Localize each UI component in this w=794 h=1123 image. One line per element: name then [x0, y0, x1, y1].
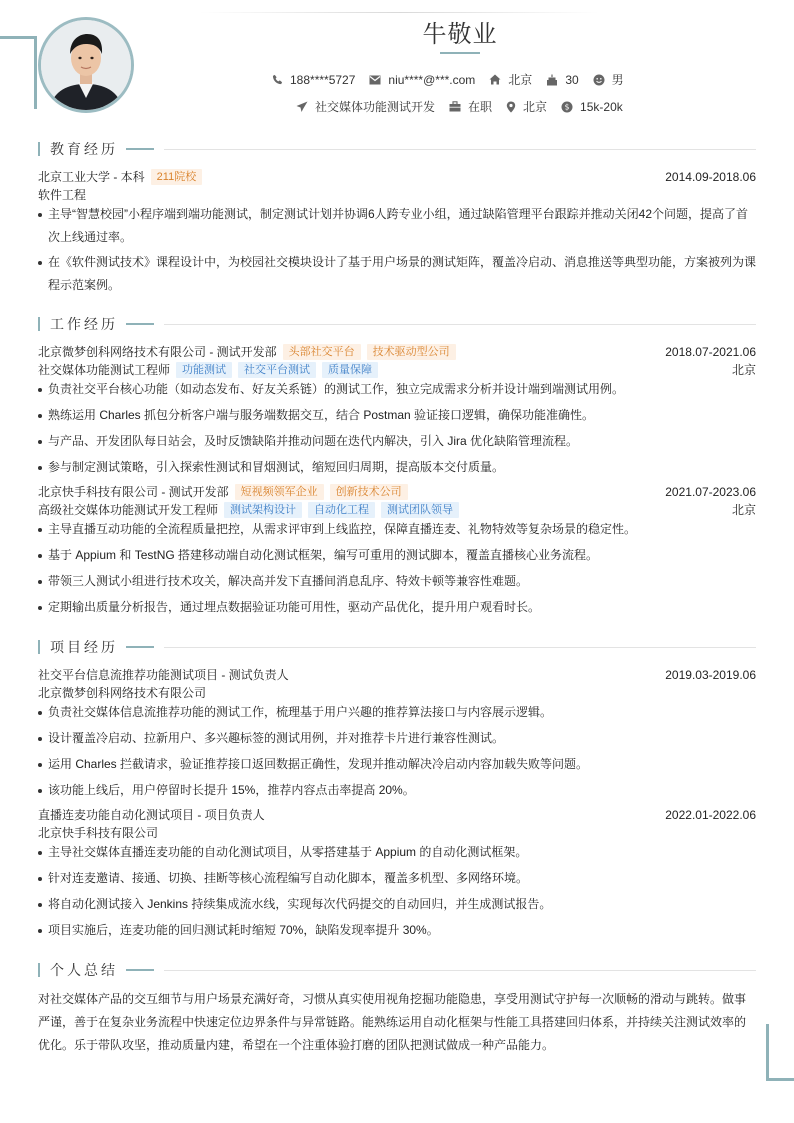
email-info — [369, 73, 475, 87]
list-item: 基于 Appium 和 TestNG 搭建移动端自动化测试框架，编写可重用的测试脚本，覆盖直播核心业务流程。 — [38, 544, 756, 567]
project-header — [38, 666, 756, 683]
role-tag: 社交平台测试 — [238, 362, 316, 378]
section-title-work: 工作经历 — [50, 316, 118, 332]
candidate-name: 牛敬业 — [422, 21, 498, 48]
cake-icon — [546, 74, 558, 86]
job-role: 社交媒体功能测试工程师 — [38, 363, 171, 377]
role-tag: 自动化工程 — [308, 502, 375, 518]
company-tag: 头部社交平台 — [283, 344, 361, 360]
mail-icon — [369, 75, 381, 85]
list-item: 负责社交平台核心功能（如动态发布、好友关系链）的测试工作，独立完成需求分析并设计端到端测试用例。 — [38, 378, 756, 401]
job-date: 2021.07-2023.06 — [665, 484, 756, 499]
list-item: 主导“智慧校园”小程序端到端功能测试，制定测试计划并协调6人跨专业小组，通过缺陷管理平台跟踪并推动关闭42个问题，提高了首次上线通过率。 — [38, 203, 756, 249]
section-education — [38, 140, 756, 158]
list-item: 熟练运用 Charles 抓包分析客户端与服务端数据交互，结合 Postman 验证接口逻辑，确保功能准确性。 — [38, 404, 756, 427]
job-role-row — [38, 501, 756, 518]
avatar — [38, 17, 134, 113]
list-item: 参与制定测试策略，引入探索性测试和冒烟测试，缩短回归周期，提高版本交付质量。 — [38, 456, 756, 479]
target-city: 北京 — [523, 100, 548, 114]
briefcase-icon — [449, 101, 461, 112]
list-item: 主导直播互动功能的全流程质量把控，从需求评审到上线监控，保障直播连麦、礼物特效等复杂场景的稳定性。 — [38, 518, 756, 541]
summary-text: 对社交媒体产品的交互细节与用户场景充满好奇，习惯从真实使用视角挖掘功能隐患，享受用测试守护每一次顺畅的滑动与跳转。做事严谨，善于在复杂业务流程中快速定位边界条件与异常链路。能熟练运用自动化框架与性能工具搭建回归体系，并持续关注测试效率的优化。乐于带队攻坚，推动质量内建，希望在一个注重体验打磨的团队把测试做成一种产品能力。 — [38, 992, 747, 1052]
education-header — [38, 168, 756, 185]
list-item: 将自动化测试接入 Jenkins 持续集成流水线，实现每次代码提交的自动回归，并生成测试报告。 — [38, 893, 756, 916]
list-item: 与产品、开发团队每日站会，及时反馈缺陷并推动问题在迭代内解决，引入 Jira 优化缺陷管理流程。 — [38, 430, 756, 453]
role-tag: 功能测试 — [176, 362, 232, 378]
project-header — [38, 806, 756, 823]
role-tag: 测试架构设计 — [224, 502, 302, 518]
job-target-info — [296, 98, 435, 115]
money-icon — [561, 101, 573, 113]
gender-info — [593, 71, 624, 88]
age: 30 — [565, 72, 579, 87]
school-tag: 211院校 — [151, 169, 203, 185]
job-city: 北京 — [731, 503, 756, 517]
phone-number: 188****5727 — [290, 72, 356, 87]
salary: 15k-20k — [580, 99, 623, 114]
corner-decoration-top-left — [0, 36, 37, 109]
list-item: 负责社交媒体信息流推荐功能的测试工作，梳理基于用户兴趣的推荐算法接口与内容展示逻辑。 — [38, 701, 756, 724]
project-name: 直播连麦功能自动化测试项目 - 项目负责人 — [38, 808, 265, 822]
section-projects — [38, 638, 756, 656]
job-intent-row — [296, 98, 637, 115]
job-header — [38, 343, 756, 360]
list-item: 针对连麦邀请、接通、切换、挂断等核心流程编写自动化脚本，覆盖多机型、多网络环境。 — [38, 867, 756, 890]
target-city-info — [506, 98, 547, 115]
role-tag: 质量保障 — [322, 362, 378, 378]
job-status-info — [449, 98, 492, 115]
education-date: 2014.09-2018.06 — [665, 169, 756, 184]
company-name: 北京微梦创科网络技术有限公司 - 测试开发部 — [38, 345, 277, 359]
section-title-education: 教育经历 — [50, 141, 118, 157]
project-org-row — [38, 684, 756, 701]
section-title-projects: 项目经历 — [50, 639, 118, 655]
company-name: 北京快手科技有限公司 - 测试开发部 — [38, 485, 229, 499]
name-underline — [440, 52, 480, 54]
section-title-summary: 个人总结 — [50, 962, 118, 978]
project-org-row — [38, 824, 756, 841]
company-tag: 创新技术公司 — [330, 484, 408, 500]
project-org: 北京微梦创科网络技术有限公司 — [38, 686, 207, 700]
education-major-row — [38, 186, 756, 203]
phone-info — [272, 73, 355, 87]
job-role-row — [38, 361, 756, 378]
list-item: 定期输出质量分析报告，通过埋点数据验证功能可用性，驱动产品优化，提升用户观看时长。 — [38, 596, 756, 619]
project-name: 社交平台信息流推荐功能测试项目 - 测试负责人 — [38, 668, 289, 682]
project-date: 2019.03-2019.06 — [665, 667, 756, 682]
project-date: 2022.01-2022.06 — [665, 807, 756, 822]
age-info — [546, 73, 578, 87]
list-item: 该功能上线后，用户停留时长提升 15%，推荐内容点击率提高 20%。 — [38, 779, 756, 802]
phone-icon — [272, 74, 283, 85]
list-item: 带领三人测试小组进行技术攻关，解决高并发下直播间消息乱序、特效卡顿等兼容性难题。 — [38, 570, 756, 593]
salary-info — [561, 100, 623, 114]
city-info — [489, 71, 532, 88]
email-address: niu****@***.com — [388, 72, 476, 87]
corner-decoration-bottom-right — [766, 1024, 794, 1081]
list-item: 主导社交媒体直播连麦功能的自动化测试项目，从零搭建基于 Appium 的自动化测试框架。 — [38, 841, 756, 864]
section-work — [38, 315, 756, 333]
city: 北京 — [508, 73, 533, 87]
job-date: 2018.07-2021.06 — [665, 344, 756, 359]
top-rule — [200, 12, 600, 13]
home-icon — [489, 74, 501, 85]
list-item: 设计覆盖冷启动、拉新用户、多兴趣标签的测试用例，并对推荐卡片进行兼容性测试。 — [38, 727, 756, 750]
job-role: 高级社交媒体功能测试开发工程师 — [38, 503, 219, 517]
project-org: 北京快手科技有限公司 — [38, 826, 159, 840]
gender: 男 — [611, 73, 624, 87]
send-icon — [296, 101, 308, 113]
school-name: 北京工业大学 - 本科 — [38, 170, 145, 184]
svg-text:$: $ — [564, 102, 570, 112]
section-summary — [38, 961, 756, 979]
major: 软件工程 — [38, 188, 87, 202]
job-status: 在职 — [468, 100, 493, 114]
list-item: 在《软件测试技术》课程设计中，为校园社交模块设计了基于用户场景的测试矩阵，覆盖冷启动、消息推送等典型功能，方案被列为课程示范案例。 — [38, 251, 756, 297]
job-target: 社交媒体功能测试开发 — [315, 100, 436, 114]
location-pin-icon — [506, 101, 516, 113]
role-tag: 测试团队领导 — [381, 502, 459, 518]
list-item: 运用 Charles 拦截请求，验证推荐接口返回数据正确性，发现并推动解决冷启动内容加载失败等问题。 — [38, 753, 756, 776]
list-item: 项目实施后，连麦功能的回归测试耗时缩短 70%，缺陷发现率提升 30%。 — [38, 919, 756, 942]
company-tag: 技术驱动型公司 — [367, 344, 456, 360]
job-city: 北京 — [731, 363, 756, 377]
company-tag: 短视频领军企业 — [235, 484, 324, 500]
contact-row — [272, 71, 638, 88]
job-header — [38, 483, 756, 500]
smiley-icon — [593, 74, 605, 86]
